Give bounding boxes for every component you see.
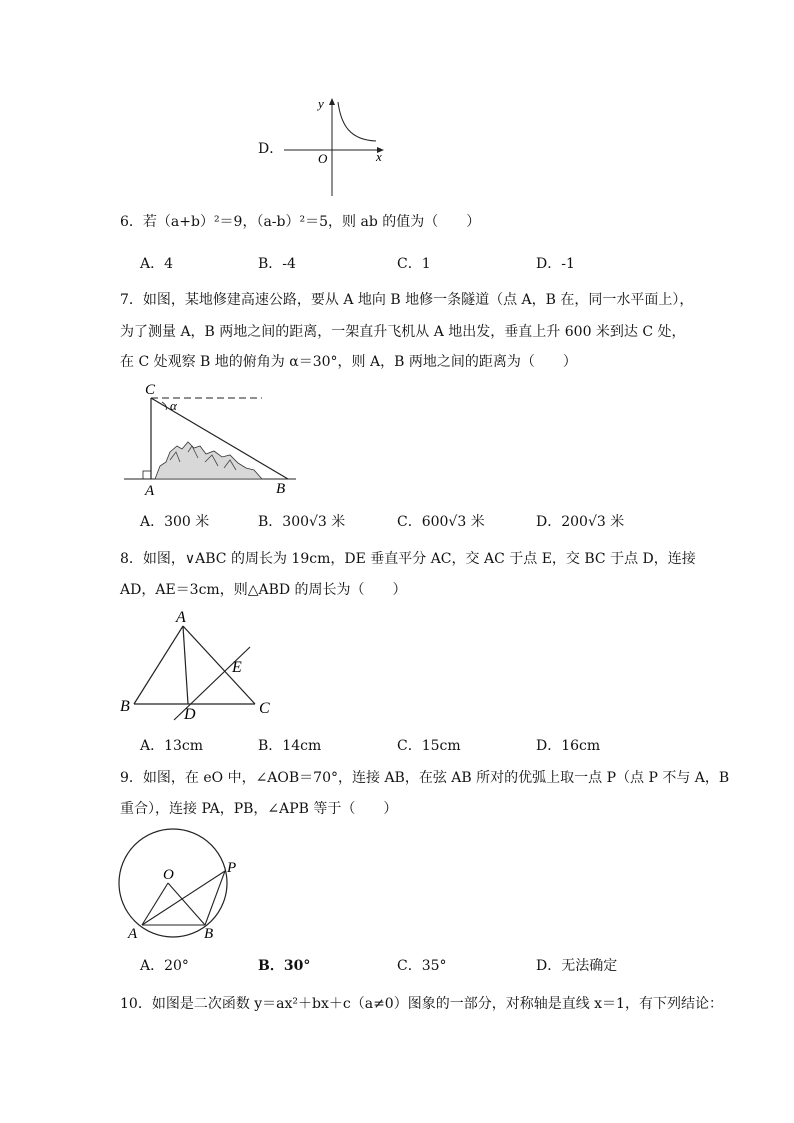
q7-label-alpha: α xyxy=(170,398,177,413)
q8-label-a: A xyxy=(176,609,186,626)
q6-option-a: A．4 xyxy=(140,256,174,272)
q8-option-c: C．15cm xyxy=(397,738,461,754)
q9-option-b: B．30° xyxy=(258,958,311,974)
q7-label-b: B xyxy=(276,481,286,497)
q6-option-b: B．-4 xyxy=(258,256,296,272)
q8-stem-line1: 8．如图，∨ABC 的周长为 19cm，DE 垂直平分 AC，交 AC 于点 E，交 BC 于点 D，连接 xyxy=(120,551,696,567)
q8-option-d: D．16cm xyxy=(536,738,601,754)
q9-label-a: A xyxy=(128,926,138,942)
q9-option-d: D．无法确定 xyxy=(536,958,618,974)
q9-label-p: P xyxy=(227,860,237,876)
q9-option-c: C．35° xyxy=(397,958,447,974)
q7-option-b: B．300√3 米 xyxy=(258,514,346,530)
q7-stem-line2: 为了测量 A，B 两地之间的距离，一架直升飞机从 A 地出发，垂直上升 600 米到达 C 处， xyxy=(120,324,686,340)
q8-stem-line2: AD，AE＝3cm，则△ABD 的周长为（ ） xyxy=(120,582,407,598)
q8-label-e: E xyxy=(232,659,242,676)
q10-stem-line1: 10．如图是二次函数 y＝ax²＋bx＋c（a≠0）图象的一部分，对称轴是直线 x＝1，有下列结论： xyxy=(120,996,723,1012)
q9-label-o: O xyxy=(163,867,174,883)
q9-label-b: B xyxy=(204,926,214,942)
q7-stem-line1: 7．如图，某地修建高速公路，要从 A 地向 B 地修一条隧道（点 A，B 在，同一水平面上）， xyxy=(120,292,694,308)
q5-y-axis-label: y xyxy=(318,96,324,111)
q6-option-c: C．1 xyxy=(397,256,431,272)
q6-stem: 6．若（a+b）²＝9，（a-b）²＝5，则 ab 的值为（ ） xyxy=(120,214,481,230)
q9-stem-line2: 重合），连接 PA，PB，∠APB 等于（ ） xyxy=(120,801,398,817)
q7-option-a: A．300 米 xyxy=(140,514,210,530)
q5-option-d-label: D． xyxy=(258,141,284,157)
q8-option-a: A．13cm xyxy=(140,738,204,754)
q7-option-c: C．600√3 米 xyxy=(397,514,485,530)
q8-label-d: D xyxy=(184,706,196,723)
q9-stem-line1: 9．如图，在 eO 中，∠AOB＝70°，连接 AB，在弦 AB 所对的优弧上取一点 P（点 P 不与 A，B xyxy=(120,770,730,786)
q7-option-d: D．200√3 米 xyxy=(536,514,625,530)
q7-stem-line3: 在 C 处观察 B 地的俯角为 α＝30°，则 A，B 两地之间的距离为（ ） xyxy=(120,354,577,370)
q7-label-a: A xyxy=(145,483,155,499)
q8-label-c: C xyxy=(259,700,270,717)
q5-x-axis-label: x xyxy=(376,149,382,164)
q6-option-d: D．-1 xyxy=(536,256,575,272)
q8-label-b: B xyxy=(120,698,130,715)
q8-option-b: B．14cm xyxy=(258,738,322,754)
q5-origin-label: O xyxy=(318,151,328,166)
q9-option-a: A．20° xyxy=(140,958,189,974)
q7-label-c: C xyxy=(145,382,156,398)
